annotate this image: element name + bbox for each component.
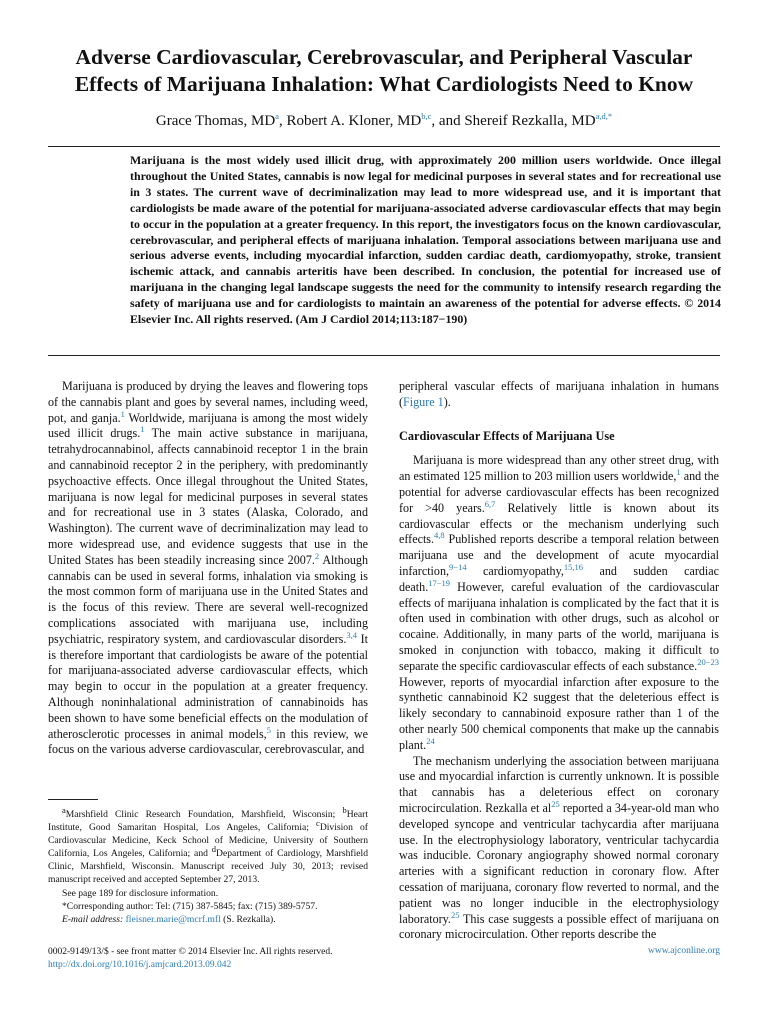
author-name: Grace Thomas, MD [155,113,276,129]
disclosure-note: See page 189 for disclosure information. [62,887,219,899]
text-run: Marijuana is produced by drying the leaves and flowering tops of the cannabis plant and goes by several names, including weed, pot, and ganja. [48,379,368,425]
affiliation-marker: b [342,804,347,815]
text-run: This case suggests a possible effect of marijuana on coronary microcirculation. Other reports describe the [399,911,719,942]
email-label: E-mail address: [62,913,124,925]
corresponding-author-marker[interactable]: * [607,111,613,121]
citation-link[interactable]: 15,16 [563,561,583,572]
text-run: Marijuana is more widespread than any other street drug, with an estimated 125 million to 203 million users worldwide, [399,453,719,484]
citation-link[interactable]: 25 [450,909,460,920]
footnote-rule [48,799,98,800]
text-run: and sudden cardiac death. [399,563,719,594]
text-run: Worldwide, marijuana is among the most widely used illicit drugs. [48,410,368,441]
author-name: Shereif Rezkalla, MD [464,113,596,129]
affiliation-marker: c [316,817,320,828]
text-run: ). [443,394,451,409]
affiliation-marker[interactable]: a [275,111,279,121]
text-run: cardiomyopathy, [466,563,564,578]
affiliations-footnote [48,804,368,887]
journal-website-link[interactable]: www.ajconline.org [647,946,720,956]
text-run: Department of Cardiology, Marshfield Clinic, Marshfield, Wisconsin. Manuscript received July 30, 2013; revised manuscript received and accepted September 27, 2013. [48,848,368,886]
paragraph [48,379,368,758]
body-column-right [399,379,719,943]
email-note [48,913,368,926]
affiliation-marker[interactable]: b,c [421,111,432,121]
text-run: reported a 34-year-old man who developed syncope and ventricular tachycardia after marijuana use. In the electrophysiology laboratory, ventricular tachycardia was inducible. Coronary angiography showed normal coronary arteries with a significant reduction in coronary flow. After cessation of marijuana, coronary flow reverted to normal, and the patient was no longer inducible in the electrophysiology laboratory. [399,800,719,926]
section-heading: Cardiovascular Effects of Marijuana Use [399,428,615,443]
paragraph [399,754,719,944]
doi-link[interactable]: http://dx.doi.org/10.1016/j.amjcard.2013.09.042 [48,960,232,970]
affiliation-marker: a [62,804,66,815]
email-link[interactable]: fleisner.marie@mcrf.mfl [125,913,221,925]
citation-link[interactable]: 5 [266,724,271,735]
figure-link[interactable]: Figure 1 [403,394,444,409]
citation-link[interactable]: 1 [676,467,681,478]
issn-line: 0002-9149/13/$ - see front matter © 2014 Elsevier Inc. All rights reserved. [48,947,333,957]
text-run: Relatively little is known about its cardiovascular effects or the mechanism underlying such effects. [399,500,720,547]
text-run: Heart Institute, Good Samaritan Hospital, Los Angeles, California; [48,809,368,834]
citation-link[interactable]: 9−14 [449,561,467,572]
citation-link[interactable]: 4,8 [434,530,445,541]
abstract-top-rule [48,146,720,147]
text-run: Published reports describe a temporal relation between marijuana use and the development of acute myocardial infarction, [399,532,719,578]
paragraph [399,379,719,411]
citation-link[interactable]: 6,7 [484,498,496,509]
text-run: and the potential for adverse cardiovascular effects has been recognized for >40 years. [399,469,719,515]
text-run: (S. Rezkalla). [220,913,276,925]
author-separator: , [278,113,287,129]
citation-link[interactable]: 20−23 [697,656,719,667]
text-run: The mechanism underlying the association between marijuana use and myocardial infarction is currently unknown. It is possible that cannabis has a deleterious effect on coronary microcirculation. Rezkalla et al [399,753,719,815]
author-list [40,113,728,130]
citation-link[interactable]: 2 [314,550,320,561]
title-line-1: Adverse Cardiovascular, Cerebrovascular, and Peripheral Vascular [75,45,693,69]
article-title [40,44,728,98]
title-line-2: Effects of Marijuana Inhalation: What Cardiologists Need to Know [74,72,694,96]
text-run: However, reports of myocardial infarction after exposure to the synthetic cannabinoid K2 suggest that the deleterious effect is likely secondary to cannabinoid exposure rather than 1 of the other nearly 500 chemical components that make up the cannabis plant. [399,674,719,752]
author-name: Robert A. Kloner, MD [286,113,422,129]
citation-link[interactable]: 1 [140,424,145,435]
affiliation-marker: d [211,844,217,855]
citation-link[interactable]: 1 [120,408,125,419]
citation-link[interactable]: 3,4 [346,629,358,640]
corresponding-author-note: *Corresponding author: Tel: (715) 387-5845; fax: (715) 389-5757. [62,900,318,912]
text-run: The main active substance in marijuana, tetrahydrocannabinol, affects cannabinoid receptor 1 in the brain and cannabinoid receptor 2 in the periphery, with predominantly psychoactive effects. Once illegal throughout the United States, marijuana is now legal for medicinal purposes in several states and for recreational use in 3 states (Alaska, Colorado, and Washington). The current wave of decriminalization may lead to more widespread use, and evidence suggests that use in the United States has been steadily increasing since 2007. [48,426,369,567]
citation-link[interactable]: 17−19 [428,577,451,588]
paragraph [399,453,719,753]
affiliation-marker[interactable]: a,d, [595,111,608,121]
text-run: It is therefore important that cardiologists be aware of the potential for marijuana-associated adverse cardiovascular effects, which may begin to occur in the population at a greater frequency. Although noninhalational administration of cannabinoids has been shown to have some beneficial effects on the modulation of atherosclerotic processes in animal models, [48,631,368,741]
author-separator: , and [431,113,465,129]
citation-link[interactable]: 24 [426,735,435,746]
footer-left [48,946,333,972]
abstract: Marijuana is the most widely used illicit drug, with approximately 200 million users worldwide. Once illegal throughout the United States, cannabis is now legal for medicinal purposes in several states and for recreational use in 3 states. The current wave of decriminalization may lead to more widespread use, and it is important that cardiologists be made aware of the potential for marijuana-associated adverse cardiovascular effects that may begin to occur in the population at a greater frequency. In this report, the investigators focus on the known cardiovascular, cerebrovascular, and peripheral effects of marijuana inhalation. Temporal associations between marijuana use and serious adverse events, including myocardial infarction, sudden cardiac death, cardiomyopathy, stroke, transient ischemic attack, and cannabis arteritis have been described. In conclusion, the potential for increased use of marijuana in the changing legal landscape suggests the need for the community to intensify research regarding the safety of marijuana use and for cardiologists to maintain an awareness of the potential for adverse effects. © 2014 Elsevier Inc. All rights reserved. (Am J Cardiol 2014;113:187−190) [130,153,721,327]
citation-link[interactable]: 25 [551,798,560,809]
text-run: Although cannabis can be used in several forms, inhalation via smoking is the most common form of marijuana use in the United States and is the focus of this review. There are several well-recognized complications associated with marijuana use, including psychiatric, respiratory system, and cardiovascular disorders. [48,552,369,646]
text-run: in this review, we focus on the various adverse cardiovascular, cerebrovascular, and [48,726,368,757]
abstract-bottom-rule [48,355,720,356]
body-column-left [48,379,368,758]
text-run: Division of Cardiovascular Medicine, Keck School of Medicine, University of Southern California, Los Angeles, California; and [48,822,368,860]
text-run: However, careful evaluation of the cardiovascular effects of marijuana inhalation is complicated by the fact that it is often used in combination with other drugs, such as alcohol or cocaine. Additionally, in many parts of the world, marijuana is smoked in conjunction with tobacco, making it difficult to separate the specific cardiovascular effects of each substance. [399,579,719,673]
text-run: Marshfield Clinic Research Foundation, Marshfield, Wisconsin; [65,809,343,820]
footnotes [48,804,368,926]
text-run: peripheral vascular effects of marijuana inhalation in humans ( [399,379,719,409]
